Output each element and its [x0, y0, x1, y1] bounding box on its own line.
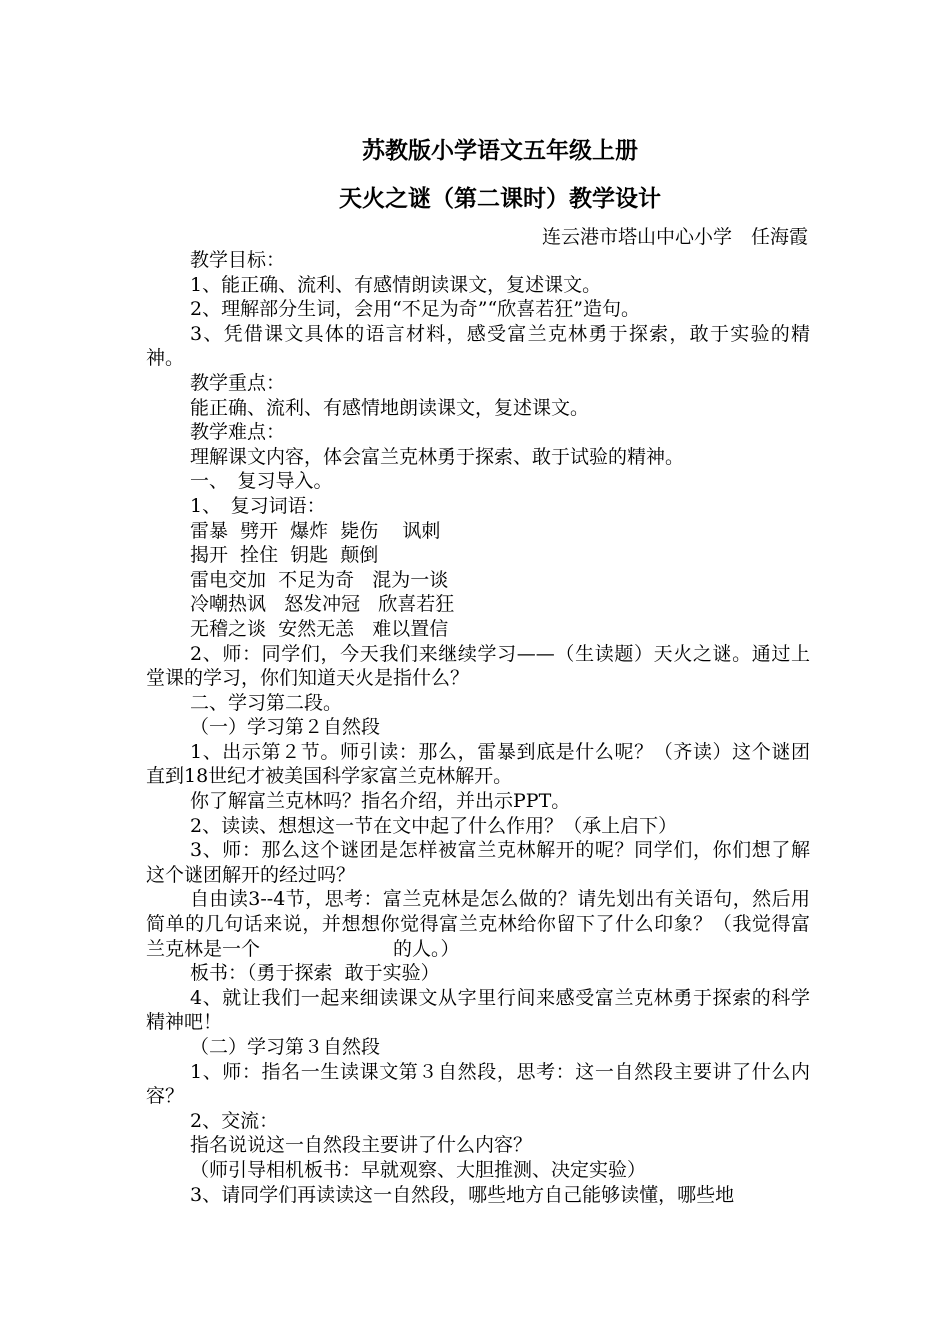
- paragraph: 2、师：同学们，今天我们来继续学习——（生读题）天火之谜。通过上堂课的学习，你们知道天火是指什么？: [146, 642, 810, 690]
- paragraph: 能正确、流利、有感情地朗读课文，复述课文。: [190, 396, 590, 419]
- subsection-heading: （二）学习第３自然段: [190, 1036, 381, 1058]
- paragraph: 教学目标：: [190, 249, 286, 271]
- paragraph: 2、交流：: [190, 1109, 279, 1132]
- paragraph: （师引导相机板书：早就观察、大胆推测、决定实验）: [190, 1158, 647, 1181]
- section-heading: 一、 复习导入。: [190, 470, 333, 493]
- paragraph: 1、出示第２节。师引读：那么，雷暴到底是什么呢？（齐读）这个谜团直到18世纪才被美国科学家富兰克林解开。: [146, 740, 810, 788]
- vocabulary-row: 雷电交加 不足为奇 混为一谈: [190, 568, 449, 591]
- paragraph: 1、 复习词语：: [190, 494, 326, 517]
- vocabulary-row: 雷暴 劈开 爆炸 毙伤 讽刺: [190, 519, 441, 542]
- vocabulary-row: 无稽之谈 安然无恙 难以置信: [190, 617, 449, 640]
- paragraph: 2、理解部分生词，会用“不足为奇”“欣喜若狂”造句。: [190, 298, 640, 321]
- paragraph: 板书：（勇于探索 敢于实验）: [190, 962, 440, 985]
- section-heading: 二、学习第二段。: [190, 691, 343, 714]
- paragraph: 1、师：指名一生读课文第３自然段，思考：这一自然段主要讲了什么内容？: [146, 1060, 810, 1108]
- vocabulary-row: 揭开 拴住 钥匙 颠倒: [190, 544, 379, 567]
- vocabulary-row: 冷嘲热讽 怒发冲冠 欣喜若狂: [190, 593, 455, 616]
- document-subtitle: 天火之谜（第二课时）教学设计: [339, 185, 661, 212]
- paragraph: 教学重点：: [190, 371, 286, 394]
- document-body: [146, 248, 810, 1207]
- paragraph: 3、师：那么这个谜团是怎样被富兰克林解开的呢？同学们，你们想了解这个谜团解开的经过吗？: [146, 839, 810, 886]
- paragraph: 2、读读、想想这一节在文中起了什么作用？（承上启下）: [190, 814, 678, 837]
- paragraph: 3、请同学们再读读这一自然段，哪些地方自己能够读懂，哪些地: [190, 1183, 735, 1206]
- paragraph: 教学难点：: [190, 421, 286, 444]
- paragraph: 3、凭借课文具体的语言材料，感受富兰克林勇于探索，敢于实验的精神。: [146, 322, 810, 370]
- document-title: 苏教版小学语文五年级上册: [362, 137, 638, 164]
- document-author: 连云港市塔山中心小学 任海霞: [541, 226, 808, 248]
- paragraph: 1、能正确、流利、有感情朗读课文，复述课文。: [190, 273, 602, 296]
- paragraph: 理解课文内容，体会富兰克林勇于探索、敢于试验的精神。: [190, 445, 685, 468]
- paragraph: 指名说说这一自然段主要讲了什么内容？: [190, 1134, 533, 1157]
- subsection-heading: （一）学习第２自然段: [190, 716, 381, 739]
- paragraph: 你了解富兰克林吗？指名介绍，并出示PPT。: [190, 790, 571, 813]
- paragraph: 4、就让我们一起来细读课文从字里行间来感受富兰克林勇于探索的科学精神吧！: [146, 986, 810, 1034]
- paragraph: 自由读3--4节，思考：富兰克林是怎么做的？请先划出有关语句，然后用简单的几句话来说，并想想你觉得富兰克林给你留下了什么印象？（我觉得富兰克林是一个 的人。）: [146, 888, 810, 960]
